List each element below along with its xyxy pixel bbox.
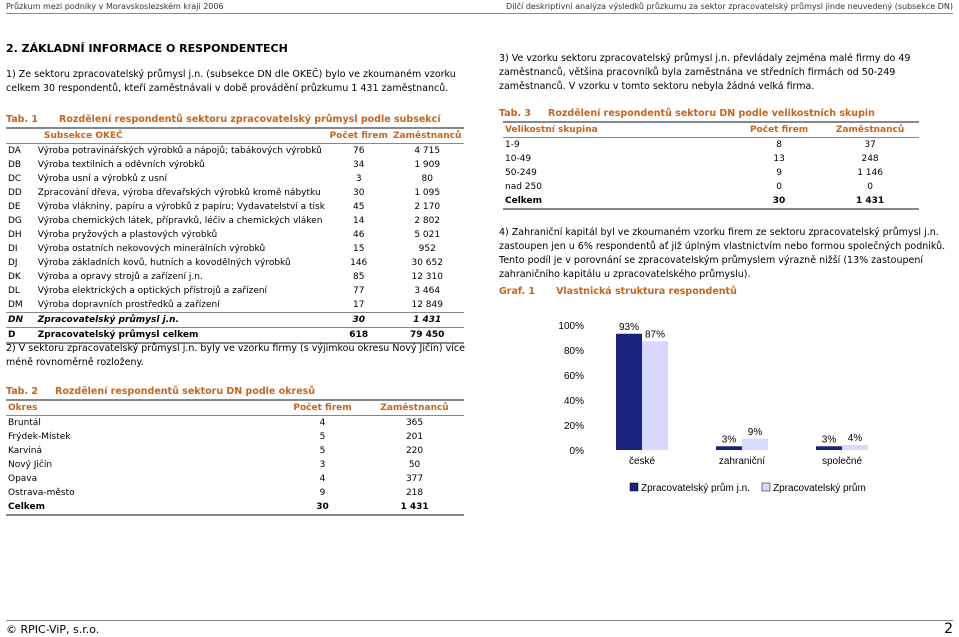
row-employees: 1 431 [821, 194, 919, 209]
row-name: Výroba základních kovů, hutních a kovodělných výrobků [37, 258, 291, 268]
row-employees: 2 170 [414, 202, 441, 212]
x-tick-label: české [628, 456, 656, 467]
row-name: Zpracování dřeva, výroba dřevařských výrobků kromě nábytku [37, 188, 321, 198]
header-left: Průzkum mezi podniky v Moravskoslezském kraji 2006 [6, 2, 224, 11]
table-row [6, 284, 464, 298]
tab3-label: Tab. 3 [499, 108, 531, 119]
page-number: 2 [944, 621, 953, 637]
row-label: Ostrava-město [8, 488, 75, 498]
row-firms: 5 [319, 446, 326, 456]
table-row [6, 416, 464, 431]
y-tick-label: 100% [558, 321, 584, 332]
row-employees: 1 095 [414, 188, 441, 198]
row-label: nad 250 [505, 182, 542, 192]
row-code: D [6, 328, 36, 344]
paragraph-1 [6, 68, 466, 96]
row-firms: 46 [352, 230, 365, 240]
paragraph-4-text: 4) Zahraniční kapitál byl ve zkoumaném vzorku firem ze sektoru zpracovatelský průmysl j.n. zastoupen jen u 6% respondentů ať již úplným vlastnictvím nebo formou společných podniků. Tento podíl je v porovnání se zpracovatelským průmyslem výrazně nižší (13% zastoupení zahraničního kapitálu u zpracovatelského průmyslu). [499, 227, 946, 280]
row-code: DD [8, 188, 22, 198]
row-code: DI [8, 244, 18, 254]
row-label: Celkem [6, 500, 280, 515]
paragraph-3-text: 3) Ve vzorku sektoru zpracovatelský průmysl j.n. převládaly zejména malé firmy do 49 zaměstnanců, většina pracovníků byla zaměstnána ve středních firmách od 50-249 zaměstnanců. V vzorku v tomto sektoru nebyla žádná velká firma. [499, 53, 911, 92]
row-name: Zpracovatelský průmysl celkem [36, 328, 327, 344]
row-code: DN [6, 313, 36, 328]
row-name: Výroba textilních a oděvních výrobků [37, 160, 205, 170]
table-row [503, 166, 919, 180]
row-employees: 3 464 [414, 286, 441, 296]
y-tick-label: 0% [569, 446, 584, 457]
y-tick-label: 40% [563, 396, 584, 407]
row-firms: 34 [352, 160, 365, 170]
row-employees: 12 849 [411, 300, 443, 310]
table-header-row [6, 400, 464, 416]
table-header-row [6, 128, 464, 144]
footer-left: © RPIC-ViP, s.r.o. [6, 623, 100, 636]
paragraph-1-text: 1) Ze sektoru zpracovatelský průmysl j.n. (subsekce DN dle OKEČ) bylo ve zkoumaném vzorku celkem 30 respondentů, kteří zaměstnávali v době provádění průzkumu 1 431 zaměstnanců. [6, 69, 456, 94]
tab3-table [503, 121, 919, 210]
tab1-table [6, 127, 464, 344]
column-header: Velikostní skupina [503, 122, 737, 138]
tab3-caption-text: Rozdělení respondentů sektoru DN podle velikostních skupin [548, 108, 875, 119]
column-header: Zaměstnanců [365, 400, 464, 416]
legend-swatch [762, 483, 770, 491]
page-footer [6, 620, 953, 637]
row-firms: 4 [319, 418, 326, 428]
row-name: Zpracovatelský průmysl j.n. [36, 313, 327, 328]
row-code: DA [8, 146, 21, 156]
row-employees: 2 802 [414, 216, 441, 226]
row-name: Výroba dopravních prostředků a zařízení [37, 300, 220, 310]
bar [816, 446, 842, 450]
row-employees: 37 [864, 140, 876, 150]
table-row [6, 500, 464, 515]
bar-value-label: 93% [618, 321, 640, 333]
bar [642, 341, 668, 450]
legend-swatch [630, 483, 638, 491]
table-row [503, 194, 919, 209]
row-firms: 9 [319, 488, 326, 498]
column-header: Okres [6, 400, 280, 416]
row-employees: 1 909 [414, 160, 441, 170]
row-employees: 30 652 [411, 258, 443, 268]
row-employees: 201 [405, 432, 424, 442]
legend-label: Zpracovatelský prům j.n. [641, 483, 750, 494]
row-firms: 17 [352, 300, 365, 310]
table-row [6, 242, 464, 256]
row-label: Bruntál [8, 418, 41, 428]
bar-value-label: 3% [721, 434, 737, 446]
column-header: Počet firem [280, 400, 365, 416]
row-firms: 3 [319, 460, 326, 470]
tab1-label: Tab. 1 [6, 114, 38, 125]
row-employees: 50 [408, 460, 421, 470]
row-firms: 14 [352, 216, 365, 226]
table-row [503, 138, 919, 153]
bar [616, 334, 642, 450]
row-firms: 4 [319, 474, 326, 484]
section-title: 2. ZÁKLADNÍ INFORMACE O RESPONDENTECH [6, 42, 288, 55]
table-row [6, 328, 464, 344]
row-firms: 30 [352, 188, 365, 198]
bar-value-label: 87% [644, 329, 666, 341]
row-code: DH [8, 230, 22, 240]
row-code: DC [8, 174, 22, 184]
row-label: Nový Jičín [8, 460, 53, 470]
column-header: Počet firem [737, 122, 821, 138]
row-firms: 0 [776, 182, 782, 192]
row-employees: 4 715 [414, 146, 441, 156]
bar [842, 445, 868, 450]
row-firms: 15 [352, 244, 365, 254]
bar-value-label: 3% [821, 434, 837, 446]
row-label: Celkem [503, 194, 737, 209]
table-row [6, 158, 464, 172]
row-code: DM [8, 300, 23, 310]
graf1-caption-text: Vlastnická struktura respondentů [556, 286, 737, 297]
legend-label: Zpracovatelský prům [773, 483, 866, 494]
table-row [6, 486, 464, 500]
y-tick-label: 80% [563, 346, 584, 357]
table-row [6, 458, 464, 472]
row-label: 1-9 [505, 140, 520, 150]
row-employees: 365 [405, 418, 424, 428]
row-firms: 77 [352, 286, 365, 296]
y-tick-label: 20% [563, 421, 584, 432]
row-name: Výroba vlákniny, papíru a výrobků z papíru; Vydavatelství a tisk [37, 202, 325, 212]
row-employees: 80 [421, 174, 433, 184]
column-header: Zaměstnanců [390, 128, 464, 144]
row-code: DJ [8, 258, 18, 268]
column-header: Počet firem [327, 128, 391, 144]
tab3-caption [499, 108, 875, 119]
row-employees: 220 [405, 446, 424, 456]
row-employees: 5 021 [414, 230, 441, 240]
row-firms: 5 [319, 432, 326, 442]
row-label: 10-49 [505, 154, 532, 164]
row-code: DB [8, 160, 22, 170]
row-employees: 377 [405, 474, 424, 484]
paragraph-3 [499, 52, 951, 94]
row-label: 50-249 [505, 168, 537, 178]
tab2-caption [6, 386, 315, 397]
paragraph-4 [499, 226, 951, 282]
tab2-label: Tab. 2 [6, 386, 38, 397]
table-row [6, 313, 464, 328]
y-tick-label: 60% [563, 371, 584, 382]
table-row [6, 200, 464, 214]
row-employees: 0 [867, 182, 873, 192]
row-firms: 3 [355, 174, 362, 184]
paragraph-2-text: 2) V sektoru zpracovatelský průmysl j.n. byly ve vzorku firmy (s výjimkou okresu Nový Jičín) více méně rovnoměrně rozloženy. [6, 343, 465, 368]
row-employees: 12 310 [411, 272, 443, 282]
table-row [6, 186, 464, 200]
page-header [6, 2, 953, 14]
tab1-caption [6, 114, 441, 125]
row-employees: 952 [418, 244, 436, 254]
tab2-caption-text: Rozdělení respondentů sektoru DN podle okresů [55, 386, 316, 397]
row-code: DK [8, 272, 21, 282]
row-name: Výroba potravinářských výrobků a nápojů; tabákových výrobků [37, 146, 322, 156]
row-name: Výroba ostatních nekovových minerálních výrobků [37, 244, 266, 254]
row-label: Karviná [8, 446, 43, 456]
bar-value-label: 4% [847, 433, 863, 444]
column-header: Zaměstnanců [821, 122, 919, 138]
table-row [6, 298, 464, 313]
table-header-row [503, 122, 919, 138]
tab1-caption-text: Rozdělení respondentů sektoru zpracovatelský průmysl podle subsekcí [59, 114, 441, 125]
row-firms: 45 [352, 202, 365, 212]
row-name: Výroba pryžových a plastových výrobků [37, 230, 218, 240]
header-right: Dílčí deskriptivní analýza výsledků průzkumu za sektor zpracovatelský průmysl jinde neuvedený (subsekce DN) [506, 2, 953, 11]
table-row [6, 172, 464, 186]
row-employees: 218 [405, 488, 424, 498]
row-name: Výroba chemických látek, přípravků, léčiv a chemických vláken [37, 216, 323, 226]
row-code: DL [8, 286, 20, 296]
table-row [503, 152, 919, 166]
bar [716, 446, 742, 450]
row-code: DE [8, 202, 21, 212]
row-label: Opava [8, 474, 38, 484]
row-firms: 146 [350, 258, 368, 268]
row-firms: 30 [737, 194, 821, 209]
x-tick-label: společné [821, 456, 863, 467]
row-firms: 76 [352, 146, 365, 156]
row-firms: 30 [327, 313, 391, 328]
graf1-label: Graf. 1 [499, 286, 536, 297]
row-firms: 618 [327, 328, 391, 344]
table-row [6, 270, 464, 284]
row-employees: 1 431 [390, 313, 464, 328]
paragraph-2 [6, 342, 466, 370]
graf1-caption [499, 286, 737, 297]
row-firms: 8 [776, 140, 782, 150]
bar-value-label: 9% [747, 426, 763, 438]
row-name: Výroba a opravy strojů a zařízení j.n. [37, 272, 203, 282]
row-code: DG [8, 216, 22, 226]
table-row [6, 472, 464, 486]
row-employees: 1 146 [857, 168, 883, 178]
column-header: Subsekce OKEČ [6, 128, 327, 144]
table-row [6, 256, 464, 270]
row-firms: 85 [352, 272, 365, 282]
tab2-table [6, 399, 464, 516]
table-row [6, 144, 464, 159]
row-employees: 79 450 [390, 328, 464, 344]
ownership-chart [540, 310, 940, 510]
row-name: Výroba usní a výrobků z usní [37, 174, 167, 184]
row-employees: 248 [861, 154, 879, 164]
row-firms: 9 [776, 168, 782, 178]
row-firms: 30 [280, 500, 365, 515]
row-label: Frýdek-Místek [8, 432, 71, 442]
row-name: Výroba elektrických a optických přístrojů a zařízení [37, 286, 268, 296]
x-tick-label: zahraniční [718, 456, 766, 467]
row-firms: 13 [773, 154, 785, 164]
bar [742, 439, 768, 450]
table-row [6, 444, 464, 458]
table-row [503, 180, 919, 194]
table-row [6, 214, 464, 228]
table-row [6, 430, 464, 444]
table-row [6, 228, 464, 242]
row-employees: 1 431 [365, 500, 464, 515]
